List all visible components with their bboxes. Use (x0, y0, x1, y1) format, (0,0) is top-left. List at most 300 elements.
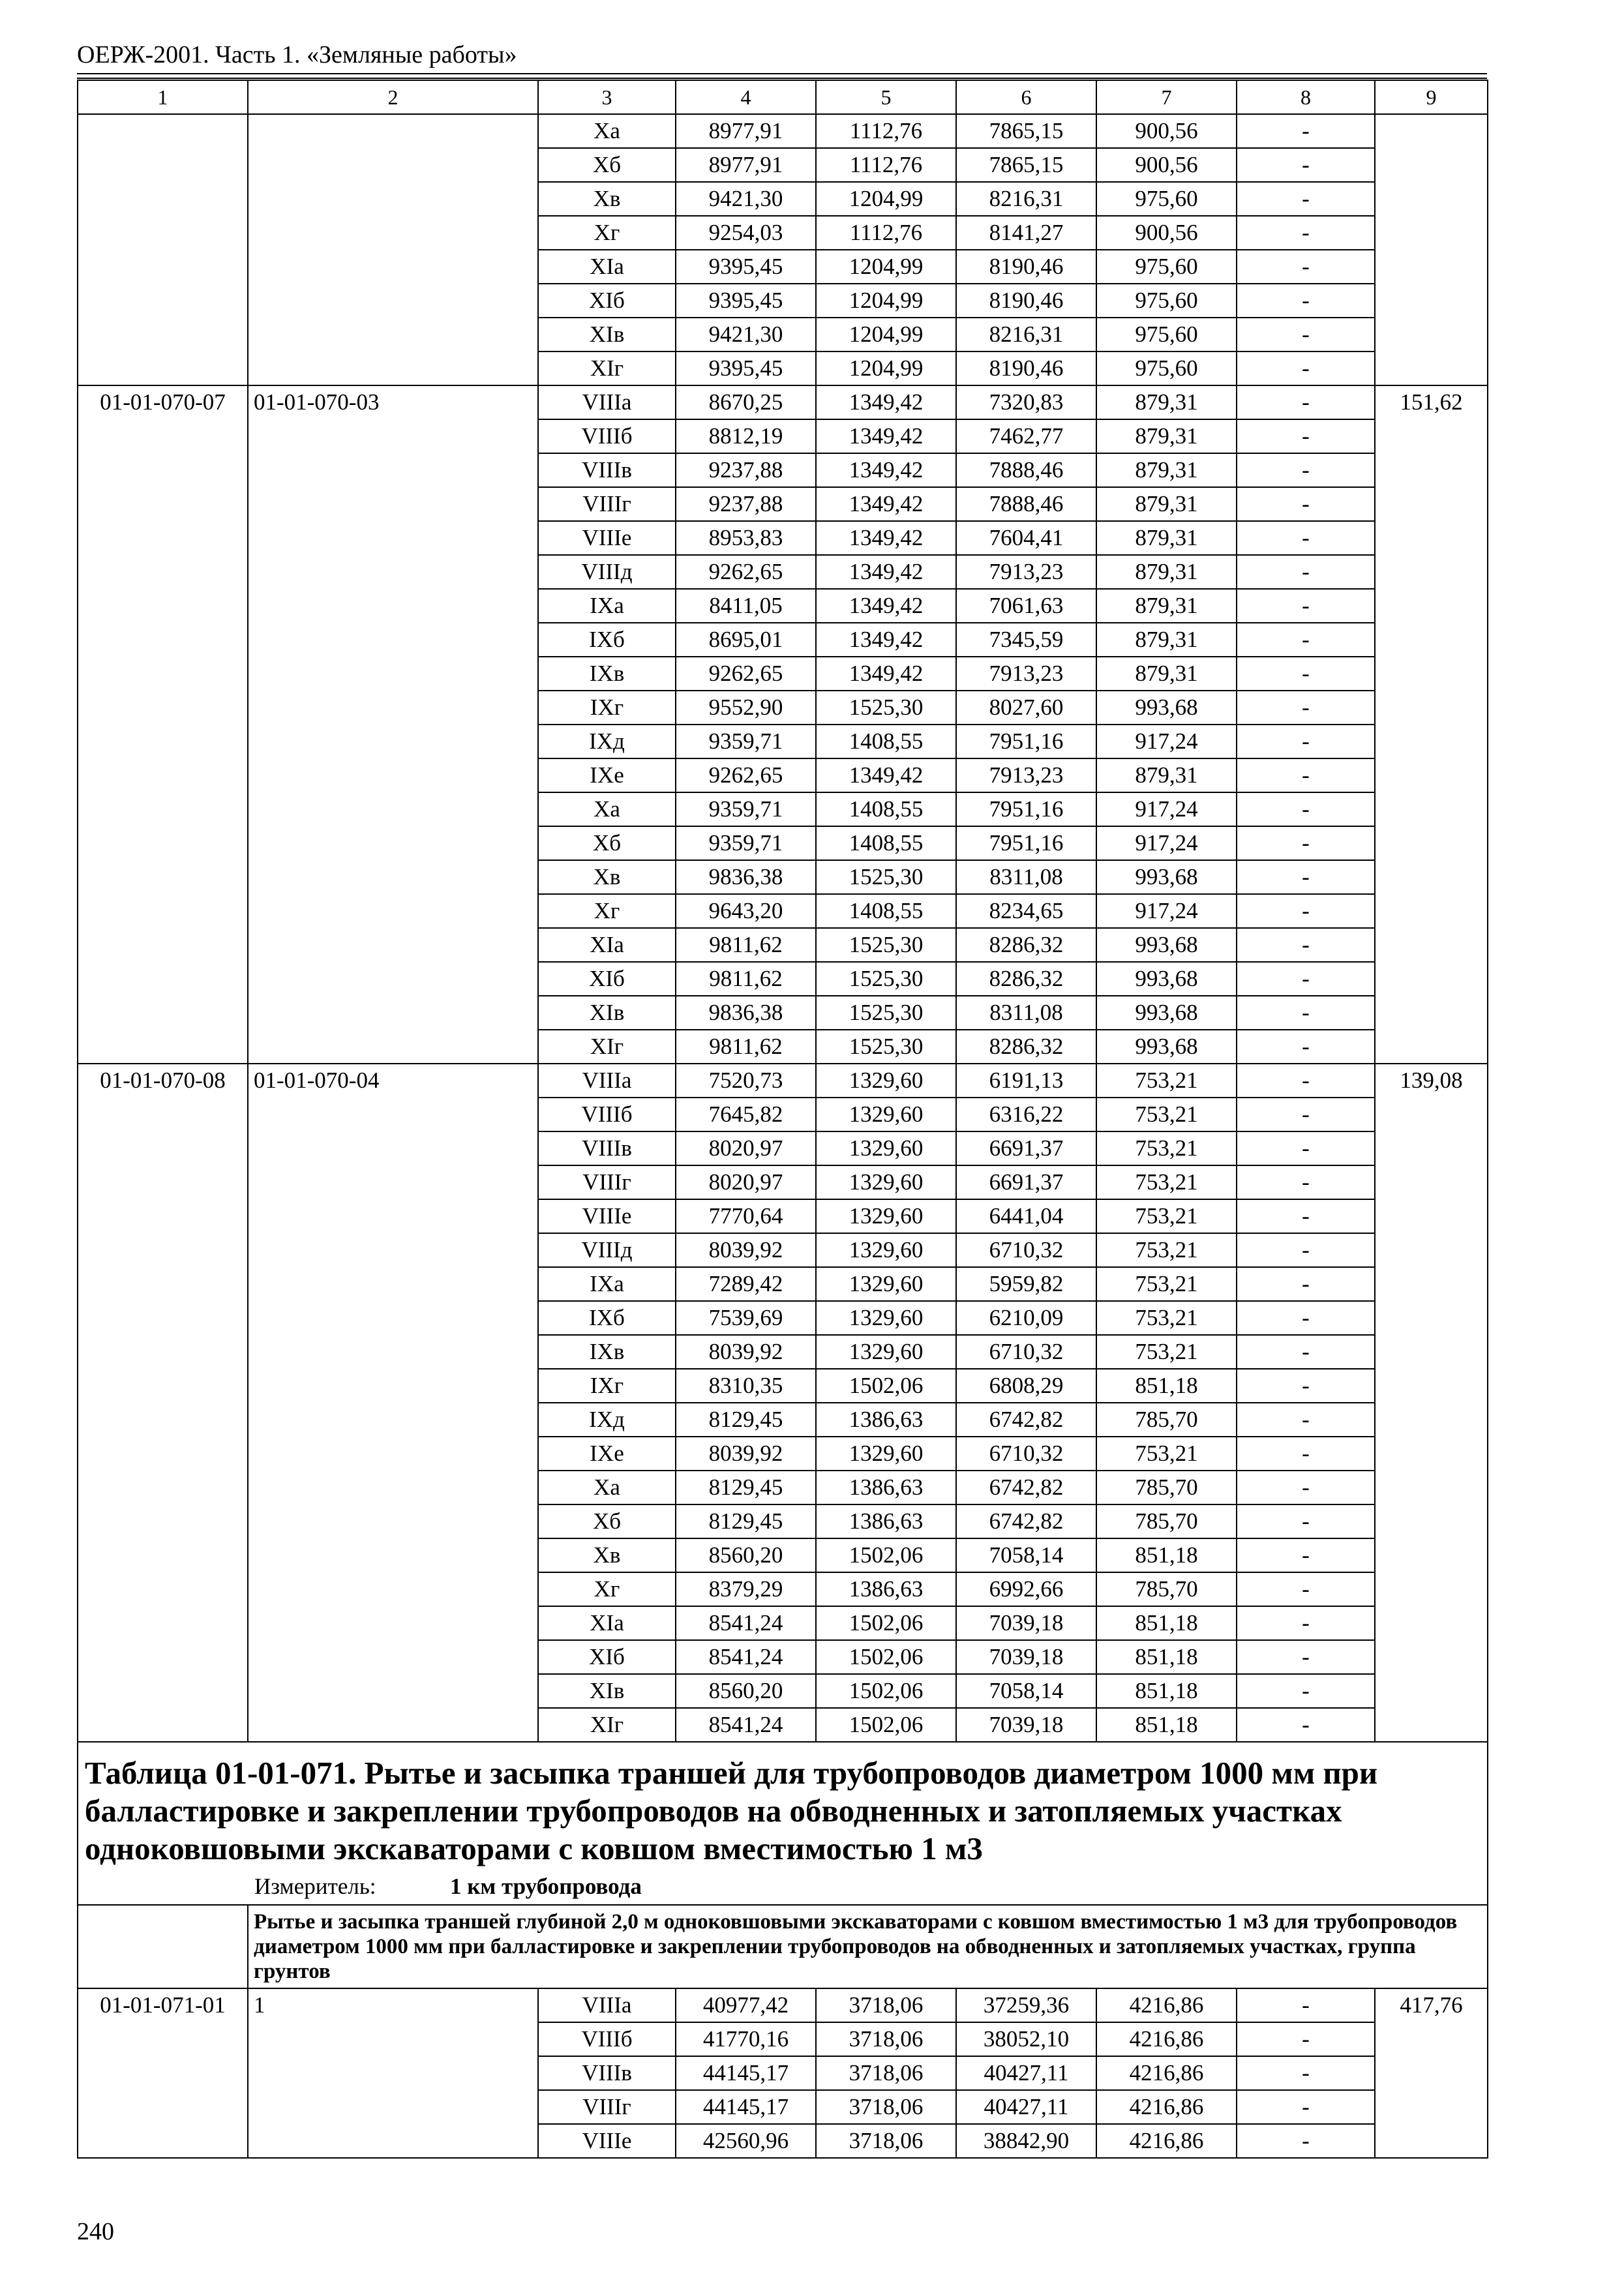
page-header: ОЕРЖ-2001. Часть 1. «Земляные работы» (77, 41, 517, 68)
data-cell: 851,18 (1096, 1640, 1237, 1674)
data-cell: 7913,23 (956, 657, 1096, 691)
data-cell: 753,21 (1096, 1098, 1237, 1131)
data-cell: 8310,35 (676, 1369, 816, 1403)
data-cell: 993,68 (1096, 691, 1237, 725)
data-cell: 1502,06 (816, 1674, 956, 1708)
data-cell: 8190,46 (956, 284, 1096, 318)
data-cell: 1349,42 (816, 419, 956, 453)
data-cell: IXд (538, 725, 676, 758)
data-cell: 8129,45 (676, 1504, 816, 1538)
data-cell: 1112,76 (816, 114, 956, 148)
data-cell: 917,24 (1096, 894, 1237, 928)
data-cell: - (1237, 1369, 1375, 1403)
base-reference-cell: 01-01-070-04 (248, 1064, 538, 1742)
data-cell: 975,60 (1096, 250, 1237, 284)
data-cell: Xб (538, 148, 676, 182)
column-number: 6 (956, 80, 1096, 114)
data-cell: 1525,30 (816, 1030, 956, 1064)
data-cell: XIг (538, 1030, 676, 1064)
data-cell: 8812,19 (676, 419, 816, 453)
data-cell: 851,18 (1096, 1708, 1237, 1742)
data-cell: IXа (538, 589, 676, 623)
data-cell: - (1237, 860, 1375, 894)
data-cell: 7913,23 (956, 758, 1096, 792)
column-number: 5 (816, 80, 956, 114)
data-cell: 8541,24 (676, 1606, 816, 1640)
measure-label: Измеритель: (254, 1874, 376, 1899)
data-cell: XIа (538, 250, 676, 284)
data-cell: VIIIа (538, 1988, 676, 2022)
data-cell: 1204,99 (816, 318, 956, 352)
rate-code-cell: 01-01-070-07 (78, 385, 248, 1064)
data-cell: 44145,17 (676, 2056, 816, 2090)
data-cell: 1329,60 (816, 1131, 956, 1165)
data-cell: 1329,60 (816, 1335, 956, 1369)
data-cell: 7951,16 (956, 826, 1096, 860)
section-title-cell (78, 1742, 1488, 1905)
data-cell: 1408,55 (816, 725, 956, 758)
data-cell: 9237,88 (676, 453, 816, 487)
rate-code-cell: 01-01-071-01 (78, 1988, 248, 2158)
data-cell: 851,18 (1096, 1606, 1237, 1640)
data-cell: - (1237, 487, 1375, 521)
table-row (78, 385, 1488, 419)
data-cell: 9836,38 (676, 996, 816, 1030)
data-cell: - (1237, 521, 1375, 555)
data-cell: 9395,45 (676, 352, 816, 385)
data-cell: Xб (538, 1504, 676, 1538)
table-row (78, 1064, 1488, 1098)
data-cell: 7058,14 (956, 1538, 1096, 1572)
data-cell: - (1237, 1471, 1375, 1504)
data-cell: 917,24 (1096, 792, 1237, 826)
data-cell: 4216,86 (1096, 1988, 1237, 2022)
data-cell: 8234,65 (956, 894, 1096, 928)
data-cell: XIг (538, 1708, 676, 1742)
data-cell: 8311,08 (956, 860, 1096, 894)
data-cell: 9262,65 (676, 555, 816, 589)
data-cell: XIа (538, 1606, 676, 1640)
data-cell: - (1237, 352, 1375, 385)
data-cell: 4216,86 (1096, 2056, 1237, 2090)
data-cell: 993,68 (1096, 1030, 1237, 1064)
data-cell: 6691,37 (956, 1165, 1096, 1199)
data-cell: 1329,60 (816, 1064, 956, 1098)
data-cell: 8216,31 (956, 182, 1096, 216)
data-cell: - (1237, 1030, 1375, 1064)
data-cell: 8541,24 (676, 1640, 816, 1674)
data-cell: - (1237, 1640, 1375, 1674)
data-cell: VIIIе (538, 1199, 676, 1233)
data-cell: VIIIа (538, 385, 676, 419)
data-cell: 879,31 (1096, 657, 1237, 691)
data-cell: IXв (538, 657, 676, 691)
data-cell: Xв (538, 860, 676, 894)
data-cell: 3718,06 (816, 2090, 956, 2124)
data-cell: 1349,42 (816, 623, 956, 657)
data-cell: - (1237, 1267, 1375, 1301)
data-cell: 9421,30 (676, 318, 816, 352)
data-cell: 1349,42 (816, 521, 956, 555)
data-cell: 1502,06 (816, 1606, 956, 1640)
data-cell: 753,21 (1096, 1165, 1237, 1199)
data-cell: XIб (538, 962, 676, 996)
data-cell: VIIIб (538, 2022, 676, 2056)
data-cell: - (1237, 1403, 1375, 1437)
data-cell: 879,31 (1096, 758, 1237, 792)
data-cell: VIIIв (538, 1131, 676, 1165)
data-cell: 4216,86 (1096, 2022, 1237, 2056)
data-cell: IXд (538, 1403, 676, 1437)
column-number: 8 (1237, 80, 1375, 114)
data-cell: 8695,01 (676, 623, 816, 657)
data-cell: 1349,42 (816, 555, 956, 589)
data-cell: Xа (538, 792, 676, 826)
data-cell: 40427,11 (956, 2056, 1096, 2090)
data-cell: 6191,13 (956, 1064, 1096, 1098)
table-row (78, 1988, 1488, 2022)
data-cell: 8027,60 (956, 691, 1096, 725)
data-cell: 900,56 (1096, 216, 1237, 250)
data-cell: Xг (538, 1572, 676, 1606)
data-cell: 8216,31 (956, 318, 1096, 352)
data-cell: 879,31 (1096, 385, 1237, 419)
data-cell: 9395,45 (676, 250, 816, 284)
data-cell: 1408,55 (816, 826, 956, 860)
data-cell: 8541,24 (676, 1708, 816, 1742)
data-cell: 7770,64 (676, 1199, 816, 1233)
data-cell: 993,68 (1096, 928, 1237, 962)
data-cell: 8953,83 (676, 521, 816, 555)
data-cell: 1502,06 (816, 1640, 956, 1674)
data-cell: 7462,77 (956, 419, 1096, 453)
data-cell: - (1237, 385, 1375, 419)
data-cell: 40427,11 (956, 2090, 1096, 2124)
data-cell: XIв (538, 996, 676, 1030)
data-cell: - (1237, 1064, 1375, 1098)
data-cell: 917,24 (1096, 725, 1237, 758)
data-cell: 7039,18 (956, 1606, 1096, 1640)
data-cell: - (1237, 419, 1375, 453)
data-cell: 7951,16 (956, 792, 1096, 826)
data-cell: VIIIд (538, 555, 676, 589)
data-cell: 7539,69 (676, 1301, 816, 1335)
data-cell: 9836,38 (676, 860, 816, 894)
table-title: Таблица 01-01-071. Рытье и засыпка траншей для трубопроводов диаметром 1000 мм при балластировке и закреплении трубопроводов на обводненных и затопляемых участках одноковшовыми экскаваторами с ковшом вместимостью 1 м3 (85, 1755, 1378, 1866)
data-cell: 7320,83 (956, 385, 1096, 419)
data-cell: 8190,46 (956, 250, 1096, 284)
data-cell: 8039,92 (676, 1437, 816, 1471)
column-number: 3 (538, 80, 676, 114)
data-cell: 785,70 (1096, 1572, 1237, 1606)
labor-cost-cell: 417,76 (1375, 1988, 1488, 2158)
work-description: Рытье и засыпка траншей глубиной 2,0 м одноковшовыми экскаваторами с ковшом вместимостью 1 м3 для трубопроводов диаметром 1000 мм при балластировке и закреплении трубопроводов на обводненных и затопляемых участках, группа грунтов (248, 1905, 1488, 1988)
data-cell: 1525,30 (816, 928, 956, 962)
data-cell: 7888,46 (956, 453, 1096, 487)
data-cell: 1204,99 (816, 182, 956, 216)
data-cell: 879,31 (1096, 589, 1237, 623)
data-cell: IXв (538, 1335, 676, 1369)
data-cell: XIв (538, 318, 676, 352)
data-cell: 1349,42 (816, 385, 956, 419)
data-cell: 8039,92 (676, 1335, 816, 1369)
data-cell: 7865,15 (956, 114, 1096, 148)
data-cell: XIб (538, 1640, 676, 1674)
data-cell: 40977,42 (676, 1988, 816, 2022)
data-cell: 7345,59 (956, 623, 1096, 657)
data-cell: 6742,82 (956, 1504, 1096, 1538)
data-cell: 753,21 (1096, 1267, 1237, 1301)
data-cell: - (1237, 1572, 1375, 1606)
data-cell: 3718,06 (816, 2124, 956, 2158)
data-cell: 785,70 (1096, 1403, 1237, 1437)
data-cell: 7061,63 (956, 589, 1096, 623)
data-cell: 1386,63 (816, 1572, 956, 1606)
data-cell: Xг (538, 216, 676, 250)
data-cell: 785,70 (1096, 1471, 1237, 1504)
data-cell: 879,31 (1096, 487, 1237, 521)
data-cell: VIIIг (538, 1165, 676, 1199)
data-cell: 1329,60 (816, 1233, 956, 1267)
data-cell: - (1237, 318, 1375, 352)
data-cell: 993,68 (1096, 860, 1237, 894)
data-cell: 1329,60 (816, 1267, 956, 1301)
data-cell: 8286,32 (956, 1030, 1096, 1064)
data-cell: - (1237, 962, 1375, 996)
data-cell: VIIIв (538, 453, 676, 487)
data-cell: 879,31 (1096, 623, 1237, 657)
data-cell: 8560,20 (676, 1674, 816, 1708)
data-cell: - (1237, 996, 1375, 1030)
data-cell: 6316,22 (956, 1098, 1096, 1131)
labor-cost-cell: 139,08 (1375, 1064, 1488, 1742)
data-cell: IXе (538, 758, 676, 792)
data-cell: VIIIг (538, 2090, 676, 2124)
table-row (78, 114, 1488, 148)
rate-code-cell: 01-01-070-08 (78, 1064, 248, 1742)
data-cell: 1329,60 (816, 1301, 956, 1335)
labor-cost-cell: 151,62 (1375, 385, 1488, 1064)
data-cell: 9237,88 (676, 487, 816, 521)
data-cell: 6742,82 (956, 1471, 1096, 1504)
measure-value: 1 км трубопровода (450, 1874, 642, 1899)
data-cell: VIIIа (538, 1064, 676, 1098)
data-cell: - (1237, 826, 1375, 860)
data-cell: 9262,65 (676, 758, 816, 792)
data-cell: 1112,76 (816, 148, 956, 182)
column-number-row (78, 80, 1488, 114)
data-cell: IXа (538, 1267, 676, 1301)
data-cell: 8311,08 (956, 996, 1096, 1030)
data-cell: 1408,55 (816, 792, 956, 826)
data-cell: - (1237, 453, 1375, 487)
data-cell: 8379,29 (676, 1572, 816, 1606)
data-cell: VIIIб (538, 1098, 676, 1131)
data-cell: - (1237, 589, 1375, 623)
data-cell: 6710,32 (956, 1437, 1096, 1471)
data-cell: 8977,91 (676, 148, 816, 182)
data-cell: 900,56 (1096, 148, 1237, 182)
data-cell: 9643,20 (676, 894, 816, 928)
data-cell: 7039,18 (956, 1640, 1096, 1674)
data-cell: 1204,99 (816, 284, 956, 318)
data-cell: 753,21 (1096, 1199, 1237, 1233)
data-cell: 1502,06 (816, 1369, 956, 1403)
data-cell: 975,60 (1096, 318, 1237, 352)
data-cell: 917,24 (1096, 826, 1237, 860)
column-number: 1 (78, 80, 248, 114)
data-cell: 9552,90 (676, 691, 816, 725)
data-cell: 879,31 (1096, 453, 1237, 487)
data-cell: 8977,91 (676, 114, 816, 148)
data-cell: - (1237, 928, 1375, 962)
data-cell: 1408,55 (816, 894, 956, 928)
data-cell: 7913,23 (956, 555, 1096, 589)
data-cell: 44145,17 (676, 2090, 816, 2124)
data-cell: 1525,30 (816, 860, 956, 894)
data-cell: 785,70 (1096, 1504, 1237, 1538)
data-cell: 1502,06 (816, 1538, 956, 1572)
data-cell: VIIIг (538, 487, 676, 521)
measure-line (85, 1873, 1481, 1900)
data-cell: 1329,60 (816, 1437, 956, 1471)
data-cell: Xг (538, 894, 676, 928)
base-reference-cell (248, 114, 538, 385)
data-cell: - (1237, 1335, 1375, 1369)
data-cell: 6742,82 (956, 1403, 1096, 1437)
data-cell: - (1237, 2022, 1375, 2056)
data-cell: 9811,62 (676, 1030, 816, 1064)
data-cell: 6210,09 (956, 1301, 1096, 1335)
data-cell: 1204,99 (816, 250, 956, 284)
data-cell: - (1237, 182, 1375, 216)
data-cell: - (1237, 1538, 1375, 1572)
data-cell: - (1237, 250, 1375, 284)
description-row (78, 1905, 1488, 1988)
data-cell: 1349,42 (816, 758, 956, 792)
data-cell: 1329,60 (816, 1165, 956, 1199)
data-cell: 879,31 (1096, 555, 1237, 589)
data-cell: VIIIе (538, 521, 676, 555)
data-cell: 1329,60 (816, 1199, 956, 1233)
data-cell: 9254,03 (676, 216, 816, 250)
data-cell: 9811,62 (676, 928, 816, 962)
data-cell: 8560,20 (676, 1538, 816, 1572)
data-cell: 1386,63 (816, 1504, 956, 1538)
data-cell: 7865,15 (956, 148, 1096, 182)
data-cell: 1349,42 (816, 487, 956, 521)
data-cell: IXб (538, 623, 676, 657)
data-cell: Xа (538, 1471, 676, 1504)
data-cell: 851,18 (1096, 1674, 1237, 1708)
data-cell: 1349,42 (816, 453, 956, 487)
data-cell: 42560,96 (676, 2124, 816, 2158)
data-cell: XIб (538, 284, 676, 318)
data-cell: - (1237, 148, 1375, 182)
data-cell: Xб (538, 826, 676, 860)
data-cell: 8141,27 (956, 216, 1096, 250)
column-number: 7 (1096, 80, 1237, 114)
data-cell: VIIIе (538, 2124, 676, 2158)
data-cell: 9262,65 (676, 657, 816, 691)
data-cell: XIа (538, 928, 676, 962)
data-cell: 7645,82 (676, 1098, 816, 1131)
data-cell: 6710,32 (956, 1335, 1096, 1369)
data-cell: 993,68 (1096, 996, 1237, 1030)
data-cell: 7604,41 (956, 521, 1096, 555)
data-cell: Xв (538, 182, 676, 216)
data-cell: 9359,71 (676, 792, 816, 826)
data-cell: - (1237, 1504, 1375, 1538)
data-cell: Xа (538, 114, 676, 148)
data-cell: 1502,06 (816, 1708, 956, 1742)
data-cell: 753,21 (1096, 1233, 1237, 1267)
data-cell: IXг (538, 1369, 676, 1403)
data-cell: 6808,29 (956, 1369, 1096, 1403)
data-cell: 851,18 (1096, 1369, 1237, 1403)
data-cell: 851,18 (1096, 1538, 1237, 1572)
data-cell: 8039,92 (676, 1233, 816, 1267)
data-cell: 6441,04 (956, 1199, 1096, 1233)
data-cell: - (1237, 1674, 1375, 1708)
data-cell: 7888,46 (956, 487, 1096, 521)
data-cell: 7058,14 (956, 1674, 1096, 1708)
data-cell: 900,56 (1096, 114, 1237, 148)
data-cell: XIг (538, 352, 676, 385)
data-cell: - (1237, 114, 1375, 148)
data-cell: - (1237, 2056, 1375, 2090)
data-cell: 38052,10 (956, 2022, 1096, 2056)
data-cell: 8129,45 (676, 1403, 816, 1437)
data-cell: - (1237, 691, 1375, 725)
data-cell: 6691,37 (956, 1131, 1096, 1165)
data-cell: 1525,30 (816, 691, 956, 725)
data-cell: 6710,32 (956, 1233, 1096, 1267)
page-number: 240 (77, 2218, 114, 2245)
data-cell: Xв (538, 1538, 676, 1572)
data-cell: IXб (538, 1301, 676, 1335)
data-cell: - (1237, 1606, 1375, 1640)
data-cell: 8020,97 (676, 1165, 816, 1199)
data-cell: 8411,05 (676, 589, 816, 623)
data-cell: 9421,30 (676, 182, 816, 216)
data-cell: - (1237, 1098, 1375, 1131)
data-cell: 1349,42 (816, 589, 956, 623)
base-reference-cell: 1 (248, 1988, 538, 2158)
data-cell: - (1237, 623, 1375, 657)
data-cell: IXе (538, 1437, 676, 1471)
data-cell: 4216,86 (1096, 2124, 1237, 2158)
data-cell: 9395,45 (676, 284, 816, 318)
section-title-row (78, 1742, 1488, 1905)
data-cell: 3718,06 (816, 2022, 956, 2056)
data-cell: 7289,42 (676, 1267, 816, 1301)
data-cell: 5959,82 (956, 1267, 1096, 1301)
data-cell: VIIIд (538, 1233, 676, 1267)
data-cell: 1386,63 (816, 1403, 956, 1437)
data-cell: 9811,62 (676, 962, 816, 996)
data-cell: - (1237, 758, 1375, 792)
data-cell: 41770,16 (676, 2022, 816, 2056)
data-cell: 8129,45 (676, 1471, 816, 1504)
data-cell: 975,60 (1096, 284, 1237, 318)
data-cell: - (1237, 1165, 1375, 1199)
data-cell: 753,21 (1096, 1064, 1237, 1098)
data-cell: 9359,71 (676, 826, 816, 860)
rate-code-cell (78, 114, 248, 385)
data-cell: 1112,76 (816, 216, 956, 250)
labor-cost-cell (1375, 114, 1488, 385)
